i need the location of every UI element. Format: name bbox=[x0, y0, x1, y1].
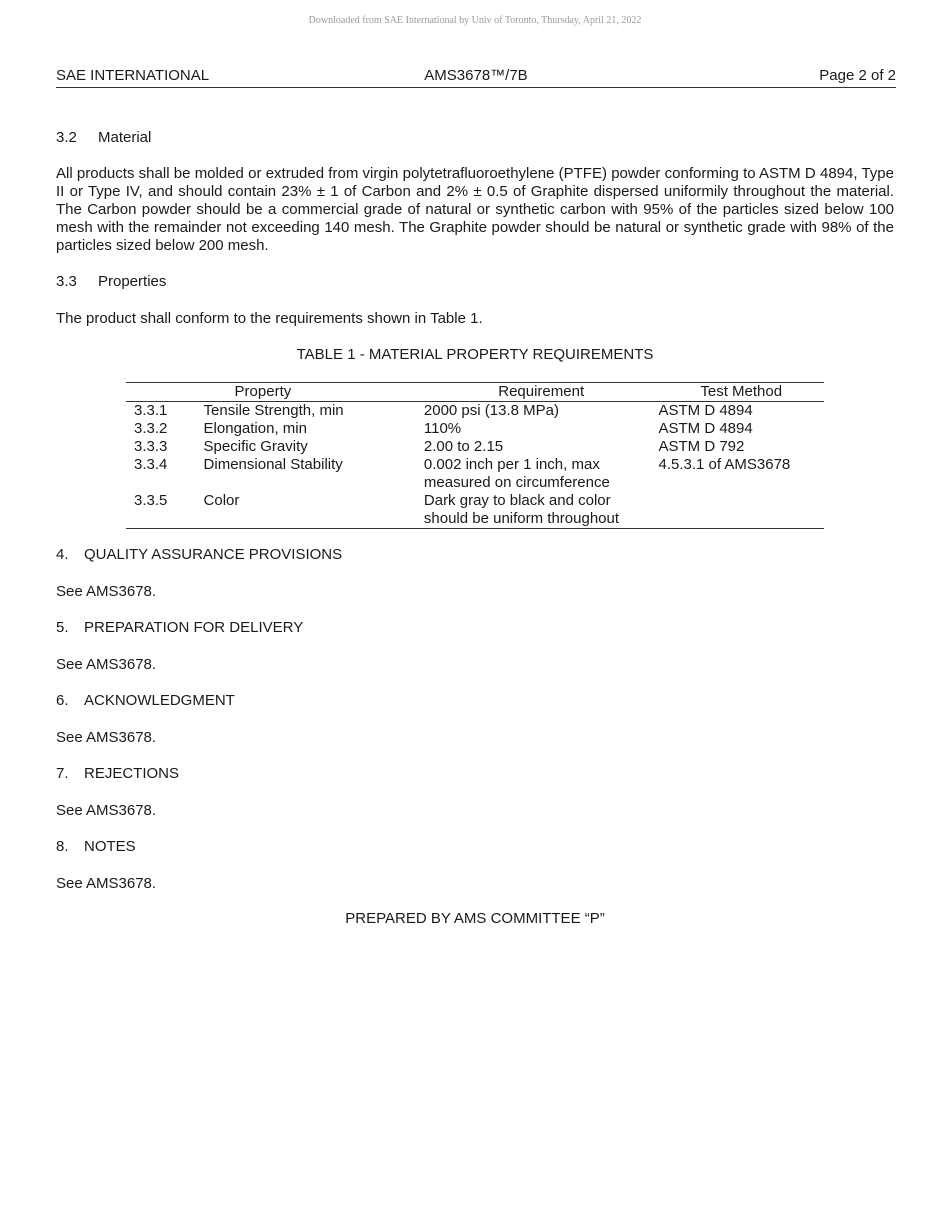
header-page-number: Page 2 of 2 bbox=[819, 67, 896, 84]
section-number: 5. bbox=[56, 619, 69, 636]
requirement-line: should be uniform throughout bbox=[423, 510, 620, 527]
row-requirement bbox=[424, 492, 659, 529]
column-header-property: Property bbox=[204, 383, 424, 402]
row-property: Color bbox=[203, 492, 240, 509]
section-title: REJECTIONS bbox=[84, 765, 180, 782]
row-property: Tensile Strength, min bbox=[203, 402, 344, 419]
row-test-method bbox=[658, 492, 824, 529]
requirement-line: Dark gray to black and color bbox=[423, 492, 611, 509]
page-header bbox=[56, 67, 896, 88]
table-row bbox=[126, 492, 824, 529]
section-7-heading bbox=[56, 765, 179, 783]
row-number: 3.3.3 bbox=[134, 438, 168, 455]
section-number: 3.2 bbox=[56, 129, 77, 146]
row-number: 3.3.1 bbox=[134, 402, 168, 419]
table-row bbox=[126, 438, 824, 456]
header-document-number: AMS3678™/7B bbox=[424, 67, 528, 84]
row-number: 3.3.2 bbox=[134, 420, 168, 437]
requirement-line: measured on circumference bbox=[423, 474, 610, 491]
section-title: NOTES bbox=[84, 838, 136, 855]
header-organization: SAE INTERNATIONAL bbox=[56, 67, 210, 84]
row-property: Dimensional Stability bbox=[203, 456, 343, 473]
requirement-line: 0.002 inch per 1 inch, max bbox=[423, 456, 600, 473]
section-title: ACKNOWLEDGMENT bbox=[84, 692, 235, 709]
section-number: 8. bbox=[56, 838, 69, 855]
table-header-row bbox=[126, 383, 824, 402]
requirement-line: 2000 psi (13.8 MPa) bbox=[423, 402, 559, 419]
section-title: Properties bbox=[98, 273, 167, 290]
row-requirement bbox=[424, 456, 659, 492]
row-property: Specific Gravity bbox=[203, 438, 308, 455]
row-property: Elongation, min bbox=[203, 420, 307, 437]
section-7-body: See AMS3678. bbox=[56, 802, 157, 819]
requirement-line: 2.00 to 2.15 bbox=[423, 438, 504, 455]
section-number: 7. bbox=[56, 765, 69, 782]
section-3-2-heading bbox=[56, 129, 151, 147]
row-requirement bbox=[424, 420, 659, 438]
table-row bbox=[126, 420, 824, 438]
column-header-number bbox=[126, 383, 204, 402]
section-6-heading bbox=[56, 692, 235, 710]
row-test-method: ASTM D 4894 bbox=[658, 402, 753, 419]
row-test-method: 4.5.3.1 of AMS3678 bbox=[658, 456, 791, 473]
section-6-body: See AMS3678. bbox=[56, 729, 157, 746]
row-test-method: ASTM D 792 bbox=[658, 438, 745, 455]
table-row bbox=[126, 402, 824, 421]
section-4-body: See AMS3678. bbox=[56, 583, 157, 600]
section-3-3-body: The product shall conform to the requirements shown in Table 1. bbox=[56, 310, 483, 327]
prepared-by-line: PREPARED BY AMS COMMITTEE “P” bbox=[345, 910, 605, 927]
section-title: QUALITY ASSURANCE PROVISIONS bbox=[84, 546, 343, 563]
row-test-method: ASTM D 4894 bbox=[658, 420, 753, 437]
section-number: 3.3 bbox=[56, 273, 77, 290]
column-header-test-method: Test Method bbox=[658, 383, 824, 402]
section-3-2-body: All products shall be molded or extruded from virgin polytetrafluoroethylene (PTFE) powder conforming to ASTM D 4894, Type II or Type IV, and should contain 23% ± 1 of Carbon and 2% ± 0.5 of Graphite dispersed uniformily throughout the material. The Carbon powder should be a commercial grade of natural or synthetic carbon with 95% of the particles sized below 100 mesh with the remainder not exceeding 140 mesh. The Graphite powder should be natural or synthetic grade with 98% of the particles sized below 200 mesh. bbox=[56, 165, 894, 254]
row-number: 3.3.5 bbox=[134, 492, 168, 509]
requirement-line: 110% bbox=[423, 420, 462, 437]
section-number: 6. bbox=[56, 692, 69, 709]
section-5-heading bbox=[56, 619, 303, 637]
section-5-body: See AMS3678. bbox=[56, 656, 157, 673]
section-title: PREPARATION FOR DELIVERY bbox=[84, 619, 304, 636]
download-watermark-note: Downloaded from SAE International by Univ of Toronto, Thursday, April 21, 2022 bbox=[308, 15, 642, 26]
section-title: Material bbox=[98, 129, 152, 146]
column-header-requirement: Requirement bbox=[424, 383, 659, 402]
row-number: 3.3.4 bbox=[134, 456, 168, 473]
table-row bbox=[126, 456, 824, 492]
section-number: 4. bbox=[56, 546, 69, 563]
row-requirement bbox=[424, 402, 659, 421]
section-4-heading bbox=[56, 546, 342, 564]
row-requirement bbox=[424, 438, 659, 456]
section-3-3-heading bbox=[56, 273, 166, 291]
section-8-heading bbox=[56, 838, 136, 856]
table-caption: TABLE 1 - MATERIAL PROPERTY REQUIREMENTS bbox=[296, 346, 654, 363]
section-8-body: See AMS3678. bbox=[56, 875, 157, 892]
material-property-table bbox=[126, 382, 824, 529]
